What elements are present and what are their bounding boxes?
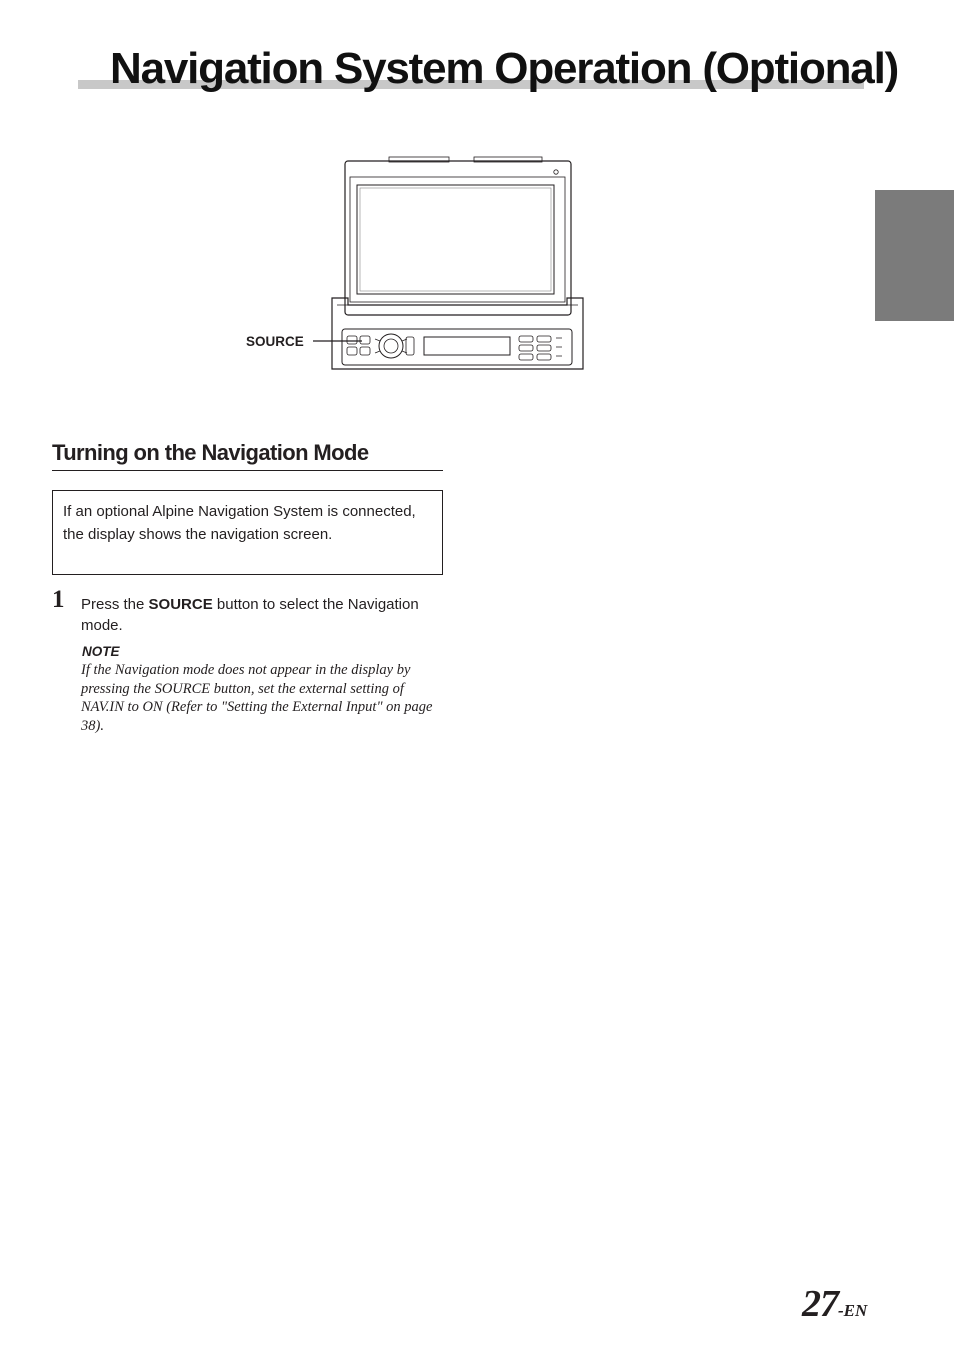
note-label: NOTE <box>82 644 120 659</box>
base-display-window <box>424 337 510 355</box>
monitor-bezel <box>350 177 565 302</box>
step-text <box>81 594 431 636</box>
page-title: Navigation System Operation (Optional) <box>110 44 899 93</box>
base-housing <box>332 298 583 369</box>
note-text: If the Navigation mode does not appear in the display by pressing the SOURCE button, set the external setting of NAV.IN to ON (Refer to "Setting the External Input" on page 38). <box>81 662 433 734</box>
intro-box: If an optional Alpine Navigation System is connected, the display shows the navigation screen. <box>52 490 443 575</box>
step-text-emphasis: SOURCE <box>148 596 213 613</box>
rotary-knob-icon <box>379 334 403 358</box>
monitor-indicator-icon <box>554 170 558 174</box>
page-header <box>78 40 899 100</box>
source-callout-label: SOURCE <box>246 334 304 349</box>
step-number: 1 <box>52 586 65 613</box>
step-text-after: button to select the Navigation mode. <box>81 596 419 634</box>
step-text-before: Press the <box>81 596 149 613</box>
head-unit-illustration <box>244 155 589 377</box>
section-side-tab <box>875 190 954 321</box>
section-heading: Turning on the Navigation Mode <box>52 440 443 471</box>
page-number-value: 27 <box>802 1283 838 1325</box>
monitor-screen <box>357 185 554 294</box>
page-number-suffix: -EN <box>838 1301 868 1320</box>
monitor-frame <box>345 161 571 315</box>
page-number <box>802 1282 867 1326</box>
